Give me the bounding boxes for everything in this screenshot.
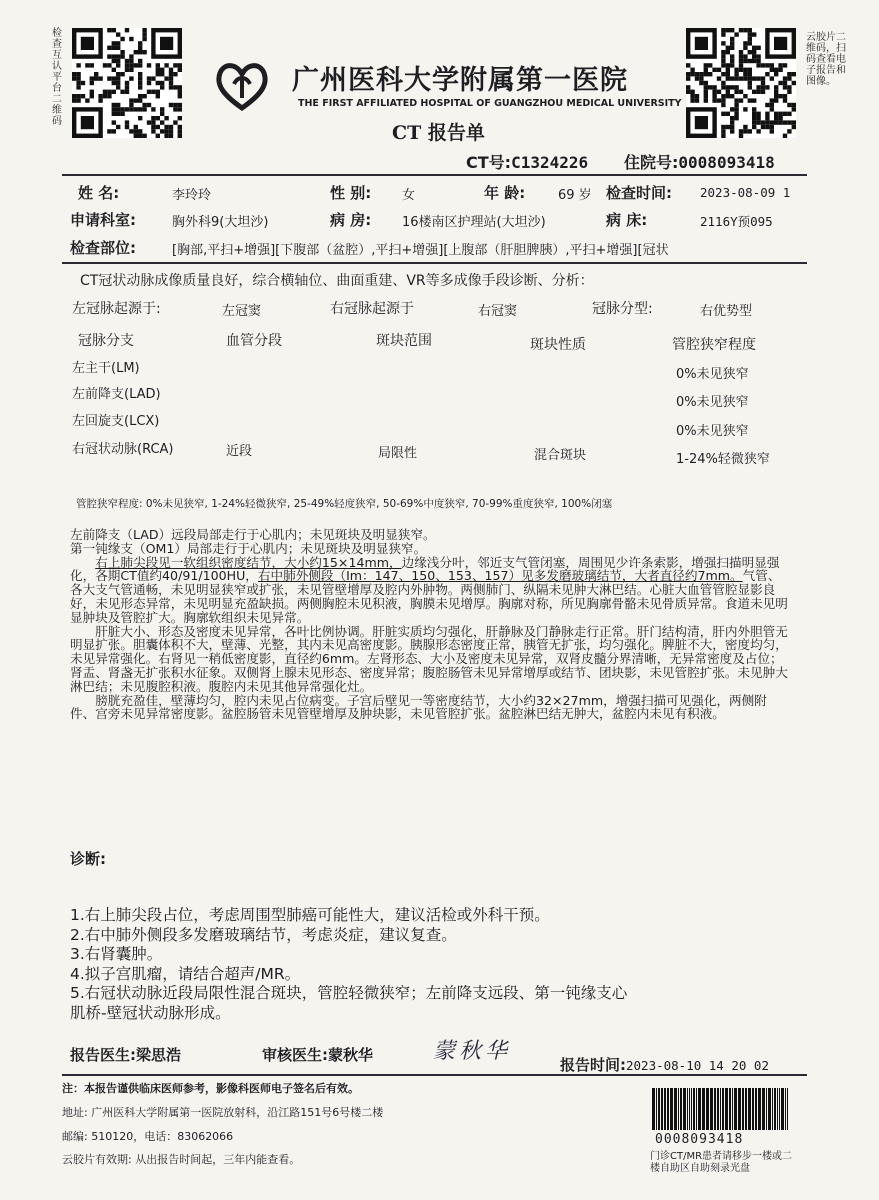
finding-chest-ggo: 右中肺外侧段（Im：147、150、153、157）见多发磨玻璃结节，大者直径约7mm。 [257,568,743,584]
finding-abdomen-b: 左肾形态、大小及密度未见异常，双肾皮髓分界清晰，无异常密度及占位；肾盂、肾盏无扩张积水征象。双侧肾上腺未见形态、密度异常；腹腔肠管未见异常增厚或结节、团块影，未见管腔扩张。未见肿大淋巴结；未见腹腔积液。腹腔内未见其他异常强化灶。 [70,651,788,694]
bed-label: 病 床: [606,211,648,229]
diagnosis-item: 3.右肾囊肿。 [70,945,163,963]
cloud-film-validity: 云胶片有效期: 从出报告时间起，三年内能查看。 [62,1153,301,1166]
hospital-logo-icon [212,58,272,112]
row-rca-nature: 混合斑块 [534,448,587,463]
row-rca-segment: 近段 [226,444,253,459]
diagnosis-list [70,906,790,1023]
reviewer-signature: 蒙秋华 [433,1039,512,1064]
finding-pelvis: 膀胱充盈佳，壁薄均匀，腔内未见占位病变。子宫后壁见一等密度结节，大小约32×27mm，增强扫描可见强化，两侧附件、宫旁未见异常密度影。盆腔肠管未见管壁增厚及肿块影，未见管腔扩张。盆腔淋巴结无肿大，盆腔内未见有积液。 [70,692,767,722]
row-lad-branch: 左前降支(LAD) [72,387,161,402]
diagnosis-item: 1.右上肺尖段占位，考虑周围型肺癌可能性大，建议活检或外科干预。 [70,906,550,924]
address: 地址: 广州医科大学附属第一医院放射科，沿江路151号6号楼二楼 [62,1106,384,1119]
row-rca-branch: 右冠状动脉(RCA) [72,442,174,457]
right-origin-label: 右冠脉起源于 [330,301,414,317]
diagnosis-item: 肌桥-壁冠状动脉形成。 [70,1003,231,1022]
hospital-name-cn: 广州医科大学附属第一医院 [292,65,628,96]
ward-value: 16楼南区护理站(大坦沙) [402,215,546,230]
row-lad-stenosis: 0%未见狭窄 [676,395,749,410]
coronary-type-label: 冠脉分型: [592,301,653,317]
findings-text [70,528,790,721]
exam-time-value: 2023-08-09 1 [700,185,791,200]
finding-chest-nodule: 右上肺尖段见一软组织密度结节，大小约15×14mm， [95,554,402,570]
right-qr-note: 云胶片二维码，扫码查看电子报告和图像。 [806,32,846,87]
row-lm-branch: 左主干(LM) [72,361,140,376]
reporter [70,1044,181,1065]
reporter-name: 梁思浩 [136,1046,182,1064]
right-qr-code[interactable] [686,28,796,138]
row-lm-stenosis: 0%未见狭窄 [676,367,749,382]
reviewer [262,1044,373,1065]
finding-chest [70,556,790,625]
name-value: 李玲玲 [172,188,212,203]
age-label: 年 龄: [484,184,526,202]
exam-part-label: 检查部位: [70,239,136,257]
inpatient-number-label: 住院号: [624,153,679,172]
bed-value: 2116Y预095 [700,214,773,229]
finding-lad: 左前降支（LAD）远段局部走行于心肌内；未见斑块及明显狭窄。 [70,527,436,542]
exam-part-value: [胸部,平扫+增强][下腹部（盆腔）,平扫+增强][上腹部（肝胆脾胰）,平扫+增强][冠状 [172,243,669,258]
col-branch: 冠脉分支 [78,333,134,349]
left-qr-note: 检查互认平台二维码 [52,28,62,127]
coronary-intro: CT冠状动脉成像质量良好，综合横轴位、曲面重建、VR等多成像手段诊断、分析： [80,273,594,289]
footer-divider [62,1074,807,1076]
inpatient-number-value: 0008093418 [678,153,775,172]
coronary-type-value: 右优势型 [700,304,753,319]
exam-time-label: 检查时间: [606,184,672,202]
dept-value: 胸外科9(大坦沙) [172,215,269,230]
report-time-value: 2023-08-10 14 20 02 [626,1058,769,1073]
hospital-name-en: THE FIRST AFFILIATED HOSPITAL OF GUANGZHOU MEDICAL UNIVERSITY [298,98,682,109]
row-lcx-branch: 左回旋支(LCX) [72,414,160,429]
inpatient-barcode[interactable] [650,1088,790,1130]
row-rca-range: 局限性 [378,446,418,461]
name-label: 姓 名: [78,184,120,202]
report-title: CT 报告单 [392,122,485,144]
row-rca-stenosis: 1-24%轻微狭窄 [676,452,770,467]
finding-abdomen [70,625,790,694]
sex-value: 女 [402,188,416,203]
ct-number [466,150,588,173]
ct-number-label: CT号: [466,153,512,172]
ct-number-value: C1324226 [511,153,589,172]
row-lcx-stenosis: 0%未见狭窄 [676,424,749,439]
header-divider [62,174,807,176]
finding-chest-desc: 边缘浅分叶，邻近支气管闭塞，周围见少许条索影，增强扫描明显强化，各期CT值约40/91/100HU， [70,554,780,584]
left-qr-code[interactable] [72,28,182,138]
age-value: 69 岁 [558,188,592,203]
left-origin-value: 左冠窦 [222,304,262,319]
reviewer-label: 审核医生: [262,1046,328,1064]
diagnosis-item: 2.右中肺外侧段多发磨玻璃结节，考虑炎症，建议复查。 [70,925,457,944]
ward-label: 病 房: [330,211,372,229]
reporter-label: 报告医生: [70,1046,136,1064]
col-range: 斑块范围 [376,333,432,349]
report-time-label: 报告时间: [560,1056,626,1074]
barcode-number: 0008093418 [655,1132,744,1147]
diagnosis-title: 诊断: [70,850,106,868]
sex-label: 性 别: [330,184,372,202]
diagnosis-item: 4.拟子宫肌瘤，请结合超声/MR。 [70,964,301,983]
inpatient-number [624,150,775,173]
postcode-phone: 邮编: 510120，电话：83062066 [62,1130,234,1143]
col-nature: 斑块性质 [530,337,586,353]
report-disclaimer: 注：本报告谨供临床医师参考，影像科医师电子签名后有效。 [62,1082,359,1095]
finding-chest-rest: 气管、各大支气管通畅，未见明显狭窄或扩张，未见管壁增厚及腔内外肿物。两侧肺门、纵隔未见肿大淋巴结。心脏大血管管腔显影良好，未见形态异常，未见明显充盈缺损。两侧胸腔未见积液，胸膜未见增厚。胸廓对称，所见胸廓骨骼未见骨质异常。食道未见明显肿块及管腔扩大。胸廓软组织未见异常。 [70,568,788,625]
barcode-note: 门诊CT/MR患者请移步一楼或二楼自助区自助刻录光盘 [650,1151,793,1174]
stenosis-legend: 管腔狭窄程度: 0%未见狭窄, 1-24%轻微狭窄, 25-49%轻度狭窄, 50-69%中度狭窄, 70-99%重度狭窄, 100%闭塞 [76,498,613,510]
col-stenosis: 管腔狭窄程度 [672,337,756,353]
right-origin-value: 右冠窦 [478,304,518,319]
left-origin-label: 左冠脉起源于: [72,301,161,317]
dept-label: 申请科室: [70,211,136,229]
diagnosis-item: 5.右冠状动脉近段局限性混合斑块，管腔轻微狭窄；左前降支远段、第一钝缘支心 [70,984,628,1002]
col-segment: 血管分段 [226,333,282,349]
finding-abdomen-a: 肝脏大小、形态及密度未见异常，各叶比例协调。肝脏实质均匀强化，肝静脉及门静脉走行正常。肝门结构清，肝内外胆管无明显扩张。胆囊体积不大，壁薄、光整，其内未见高密度影。胰腺形态密度正常，胰管无扩张，均匀强化。脾脏不大，密度均匀，未见异常强化。右肾见一稍低密度影，直径约6mm。 [70,623,788,667]
info-divider [62,262,807,264]
finding-om1: 第一钝缘支（OM1）局部走行于心肌内；未见斑块及明显狭窄。 [70,540,427,556]
report-time [560,1054,769,1075]
reviewer-name: 蒙秋华 [328,1046,374,1064]
